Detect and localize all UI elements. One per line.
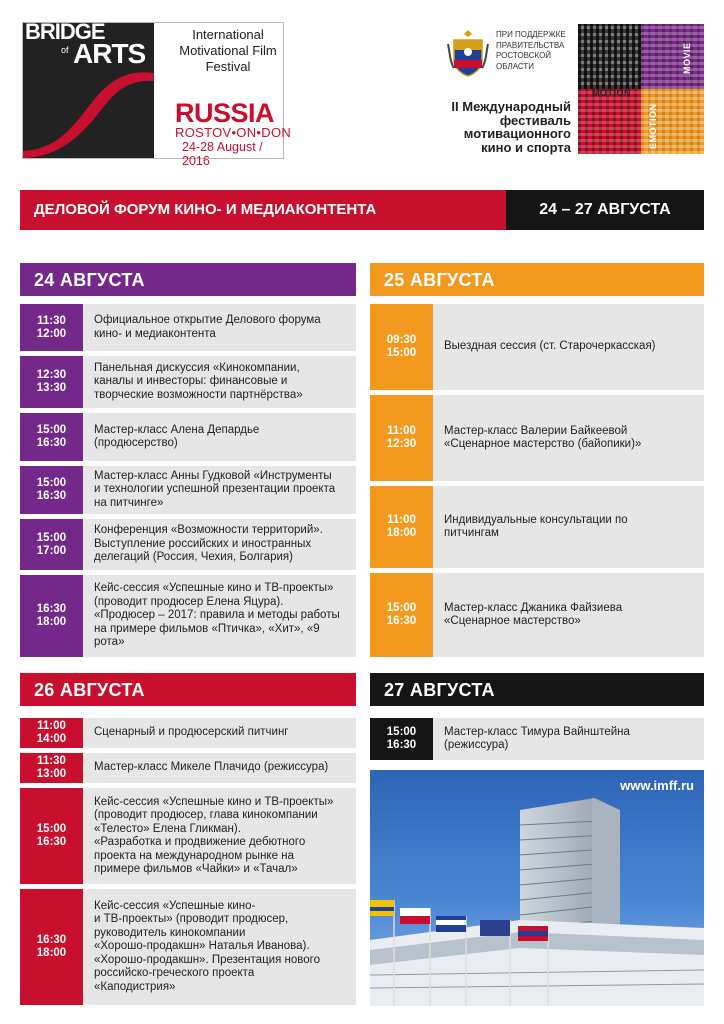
mosaic-word-emotion: EMOTION [648,103,658,149]
logo-dark-panel [23,23,154,158]
schedule-row [20,356,356,408]
event-description: Мастер-класс Алена Депардье (продюсерство) [83,413,356,461]
time-cell: 11:00 18:00 [370,486,433,568]
schedule-row [20,466,356,514]
schedule-row [20,788,356,884]
day-header-26: 26 АВГУСТА [20,673,356,706]
event-description: Мастер-класс Валерии Байкеевой «Сценарное мастерство (байопики)» [433,395,704,481]
schedule-row [20,519,356,570]
time-cell: 15:00 16:30 [370,718,433,760]
support-note: ПРИ ПОДДЕРЖКЕ ПРАВИТЕЛЬСТВА РОСТОВСКОЙ ОБЛАСТИ [496,30,566,71]
event-description: Индивидуальные консультации по питчингам [433,486,704,568]
time-cell: 16:30 18:00 [20,575,83,657]
mosaic-word-movie: MOVIE [682,42,692,74]
time-cell: 12:30 13:30 [20,356,83,408]
festival-name: International Motivational Film Festival [179,27,277,74]
time-cell: 11:30 13:00 [20,753,83,783]
forum-banner [20,190,704,230]
logo-bridge-word: BRIDGE [25,23,105,44]
country-title: RUSSIA [175,98,275,128]
time-cell: 09:30 15:00 [370,304,433,390]
event-description: Панельная дискуссия «Кинокомпании, каналы и инвесторы: финансовые и творческие возможности партнёрства» [83,356,356,408]
time-cell: 16:30 18:00 [20,889,83,1005]
forum-title: ДЕЛОВОЙ ФОРУМ КИНО- И МЕДИАКОНТЕНТА [34,201,377,218]
schedule-row [20,304,356,351]
schedule-row [20,413,356,461]
hotel-building-image [370,770,704,1006]
mosaic-word-motion: MOTION [592,88,631,98]
schedule-row [20,889,356,1005]
time-cell: 11:00 12:30 [370,395,433,481]
schedule-row [370,718,704,760]
city-title: ROSTOV•ON•DON [175,125,292,140]
motion-mosaic-logo [578,24,704,154]
schedule-row [20,753,356,783]
website-link[interactable]: www.imff.ru [620,778,694,793]
schedule-row [370,304,704,390]
event-description: Конференция «Возможности территорий». Выступление российских и иностранных делегаций (Россия, Чехия, Болгария) [83,519,356,570]
festival-dates: 24-28 August / 2016 [182,140,263,168]
schedule-row [370,395,704,481]
event-description: Мастер-класс Джаника Файзиева «Сценарное мастерство» [433,573,704,657]
time-cell: 15:00 16:30 [20,788,83,884]
day-header-27: 27 АВГУСТА [370,673,704,706]
time-cell: 15:00 16:30 [20,413,83,461]
time-cell: 15:00 16:30 [20,466,83,514]
time-cell: 11:00 14:00 [20,718,83,748]
day-header-24: 24 АВГУСТА [20,263,356,296]
event-description: Сценарный и продюсерский питчинг [83,718,356,748]
hotel-photo [370,770,704,1006]
event-description: Выездная сессия (ст. Старочеркасская) [433,304,704,390]
event-description: Кейс-сессия «Успешные кино- и ТВ-проекты» (проводит продюсер, руководитель кинокомпании «Хорошо-продакшн» Наталья Иванова). «Хорошо-продакшн». Презентация нового российско-греческого проекта «Каподистрия» [83,889,356,1005]
festival-russian-title: II Международный фестиваль мотивационного кино и спорта [451,99,571,155]
coat-of-arms-icon [446,28,490,78]
event-description: Кейс-сессия «Успешные кино и ТВ-проекты» (проводит продюсер, глава кинокомпании «Телесто» Елена Гликман). «Разработка и продвижение дебютного проекта на международном рынке на примере фильмов «Чайки» и «Тачал» [83,788,356,884]
time-cell: 15:00 16:30 [370,573,433,657]
logo-arts-word: ARTS [73,38,146,69]
event-description: Кейс-сессия «Успешные кино и ТВ-проекты» (проводит продюсер Елена Яцура). «Продюсер – 2017: правила и методы работы на примере фильмов «Птичка», «Хит», «9 рота» [83,575,356,657]
festival-logo [22,22,292,168]
time-cell: 11:30 12:00 [20,304,83,351]
schedule-row [370,573,704,657]
forum-dates: 24 – 27 АВГУСТА [539,201,671,218]
schedule-row [20,718,356,748]
event-description: Мастер-класс Анны Гудковой «Инструменты и технологии успешной презентации проекта на питчинге» [83,466,356,514]
event-description: Мастер-класс Тимура Вайнштейна (режиссура) [433,718,704,760]
logo-of-word: of [61,45,69,55]
time-cell: 15:00 17:00 [20,519,83,570]
event-description: Официальное открытие Делового форума кино- и медиаконтента [83,304,356,351]
event-description: Мастер-класс Микеле Плачидо (режиссура) [83,753,356,783]
schedule-row [20,575,356,657]
schedule-row [370,486,704,568]
day-header-25: 25 АВГУСТА [370,263,704,296]
